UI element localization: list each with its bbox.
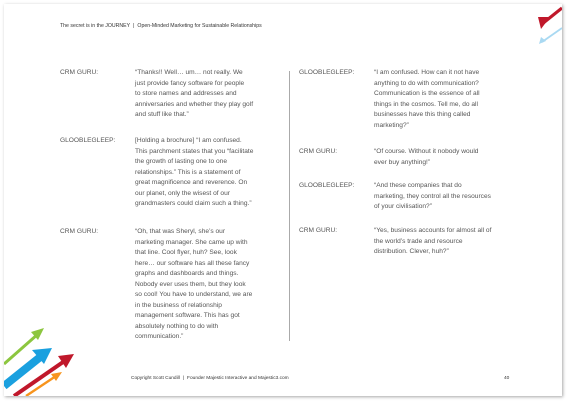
footer-separator: | [182,376,185,381]
footer-founder: Founder Majestic Interactive and Majestic3.com [187,376,289,381]
header-separator: | [133,23,135,29]
speaker-label: GLOOBLEGLEEP: [299,182,355,189]
speaker-label: CRM GURU: [299,148,338,155]
arrows-bottom-left-graphic [4,324,82,396]
page-footer [131,376,289,381]
speaker-label: CRM GURU: [60,69,99,76]
page-header [60,23,262,29]
arrows-top-right-graphic [528,4,562,48]
speech-text: “Thanks!! Well… um… not really. We just provide fancy software for people to store names and addresses and anniversaries and whether they play golf and stuff like that.” [135,69,254,118]
speaker-label: CRM GURU: [60,228,99,235]
speech-text: “Of course. Without it nobody would ever buy anything!” [374,148,479,166]
speech-text: “And these companies that do marketing, they control all the resources of your civilisation?” [374,182,491,210]
speech-text: “Oh, that was Sheryl, she’s our marketing manager. She came up with that line. Cool flyer, huh? See, look here… our software has all these fancy graphs and dashboards and things. Nobody ever uses them, but they look so cool! You have to understand, we are in the business of relationship management software. This has got absolutely nothing to do with communication.” [135,228,253,340]
page-number: 40 [504,376,510,381]
speech-text: [Holding a brochure] “I am confused. This parchment states that you “facilitate the growth of lasting one to one relationships.” This is a statement of great magnificence and reverence. On our planet, only the wisest of our grandmasters could claim such a thing.” [135,137,254,207]
book-title: The secret is in the JOURNEY [60,23,131,29]
document-page [4,4,562,396]
speech-text: “Yes, business accounts for almost all of the world’s trade and resource distribution. Clever, huh?” [374,227,492,255]
speech-text: “I am confused. How can it not have anything to do with communication? Communication is the essence of all things in the cosmos. Tell me, do all businesses have this thing called marketing?” [374,69,480,129]
speaker-label: GLOOBLEGLEEP: [60,137,116,144]
speaker-label: GLOOBLEGLEEP: [299,69,355,76]
book-subtitle: Open-Minded Marketing for Sustainable Relationships [137,23,262,29]
speaker-label: CRM GURU: [299,227,338,234]
footer-copyright: Copyright Scott Cundill [131,376,180,381]
